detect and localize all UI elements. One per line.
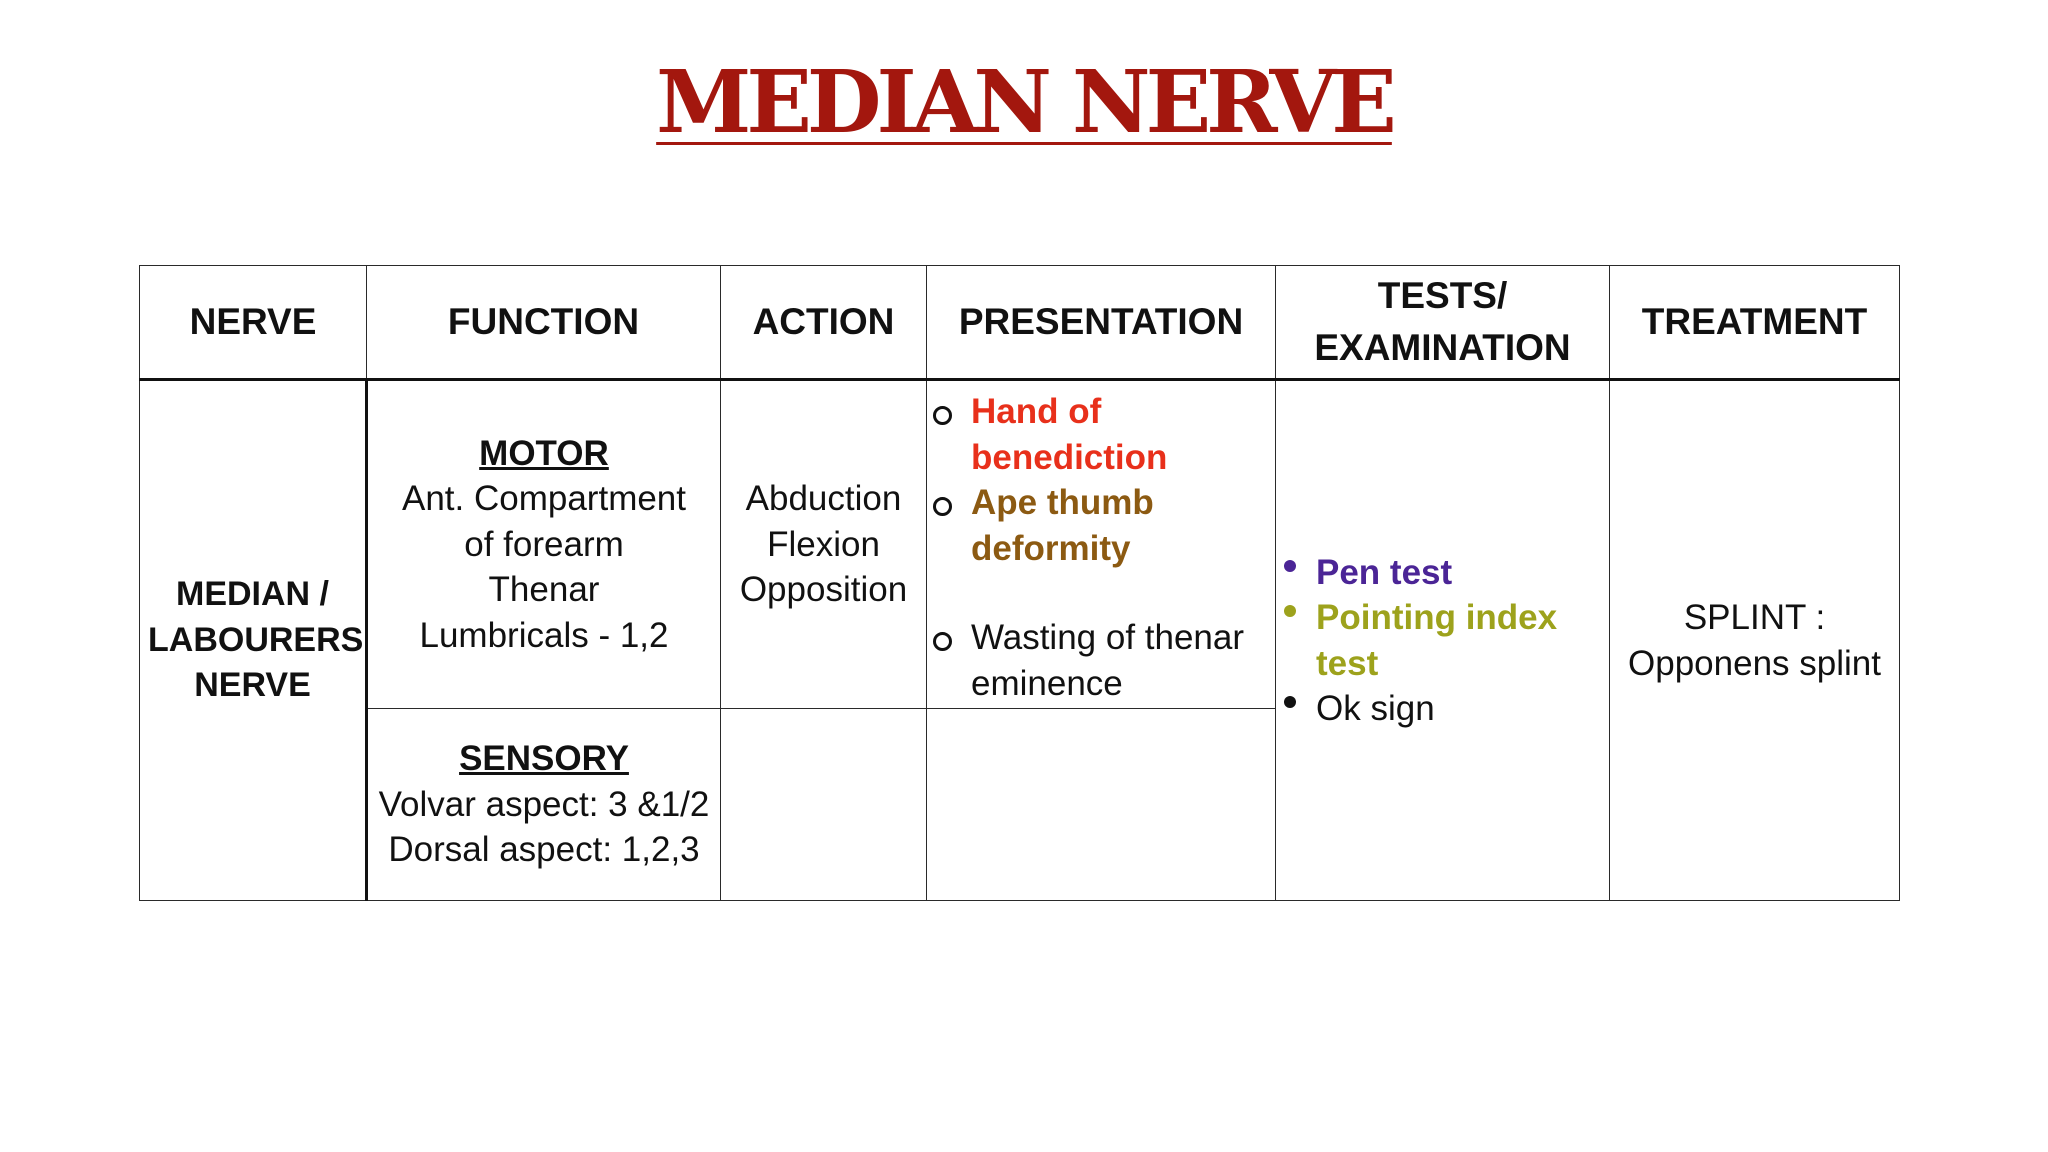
sensory-line: Volvar aspect: 3 &1/2 — [378, 784, 710, 824]
page-title-wrap — [0, 52, 2048, 153]
motor-line: Thenar — [488, 570, 600, 610]
test-text: Ok sign — [1316, 689, 1435, 728]
motor-line: Ant. Compartment — [402, 479, 686, 519]
motor-line: Lumbricals - 1,2 — [419, 615, 669, 655]
action-line: Opposition — [739, 570, 908, 610]
presentation-text: Hand of benediction — [971, 392, 1168, 477]
motor-heading: MOTOR — [479, 433, 609, 473]
presentation-item — [931, 615, 1275, 706]
header-tests: TESTS/ EXAMINATION — [1276, 266, 1610, 380]
presentation-list — [927, 389, 1275, 706]
header-treatment: TREATMENT — [1610, 266, 1900, 380]
nerve-name: MEDIAN / LABOURERS NERVE — [148, 574, 364, 705]
action-cell — [721, 380, 927, 709]
nerve-table — [139, 265, 1900, 901]
header-action: ACTION — [721, 266, 927, 380]
motor-line: of forearm — [464, 524, 624, 564]
motor-cell — [367, 380, 721, 709]
table-row — [140, 380, 1900, 709]
test-item — [1280, 550, 1601, 596]
sensory-line: Dorsal aspect: 1,2,3 — [388, 830, 700, 870]
action-line: Flexion — [767, 524, 880, 564]
treatment-cell — [1610, 380, 1900, 901]
test-item — [1280, 595, 1601, 686]
treatment-line: SPLINT : — [1683, 598, 1826, 637]
test-text: Pen test — [1316, 552, 1453, 592]
nerve-cell — [140, 380, 367, 901]
presentation-item — [931, 389, 1275, 480]
page-title: MEDIAN NERVE — [656, 52, 1392, 153]
header-function: FUNCTION — [367, 266, 721, 380]
action-line: Abduction — [745, 479, 902, 519]
header-presentation: PRESENTATION — [927, 266, 1276, 380]
sensory-heading: SENSORY — [459, 739, 629, 779]
presentation-text: Ape thumb deformity — [971, 483, 1154, 568]
tests-cell — [1276, 380, 1610, 901]
presentation-cell — [927, 380, 1276, 709]
treatment-line: Opponens splint — [1628, 643, 1881, 683]
presentation-item — [931, 480, 1275, 571]
test-text: Pointing index test — [1316, 598, 1558, 683]
sensory-cell — [367, 709, 721, 901]
test-item — [1280, 686, 1601, 732]
presentation-empty-cell — [927, 709, 1276, 901]
header-row — [140, 266, 1900, 380]
presentation-text: Wasting of thenar eminence — [971, 618, 1245, 703]
header-nerve: NERVE — [140, 266, 367, 380]
action-empty-cell — [721, 709, 927, 901]
tests-list — [1276, 550, 1601, 732]
